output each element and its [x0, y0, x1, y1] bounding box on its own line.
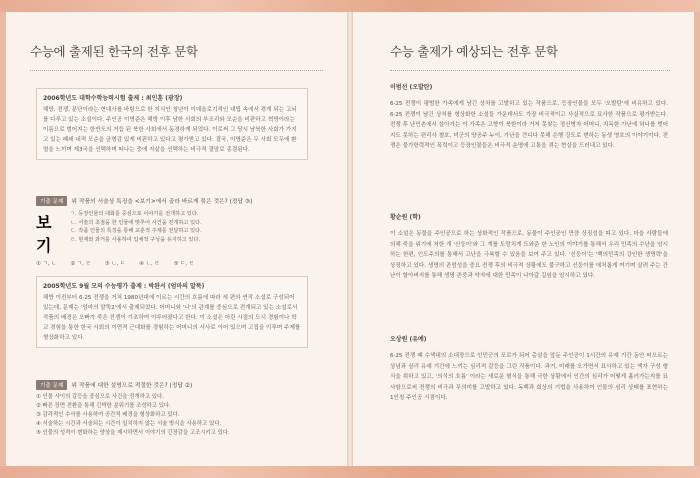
choice: ③ ㄴ, ㄷ	[104, 261, 126, 267]
work-description: 이 소설은 동물을 주인공으로 하는 상화적인 작품으로, 동물이 주인공인 만큼 상징성을 띠고 있다. 마을 사람들에 의해 죽을 위기에 처한 개 '신둥이'와 그 개를 도망치게 도와준 한 노인의 이야기를 통해서 우리 민족의 수난을 암시하는 한편, 인도주의를 통해서 고난을 극복할 수 있음을 보여 주고 있다. '신둥이'는 '백의민족의 강인한 생명력'을 상징하고 있다. 생명의 존엄성을 중요 전쟁 후의 비극적 상황에도 불구하고 신둥이를 애처롭게 여기며 살려 주는 간난이 할아버지를 통해 생명 존중과 약자에 대한 민족이 나아갈 길임을 암시하고 있다.	[390, 231, 668, 280]
question2-text: 위 작품에 대한 설명으로 적절한 것은? (정답 ②)	[71, 383, 193, 389]
exam2-header: 2005학년도 9월 모의 수능평가 출제 : 박완서 (엄마의 말뚝)	[43, 283, 205, 290]
work-author: 이범선 (오발탄)	[390, 84, 433, 91]
title-divider	[390, 70, 670, 71]
question1	[36, 196, 308, 267]
bogi-box	[36, 210, 308, 256]
exam1-header: 2006학년도 대학수학능력시험 출제 : 최인훈 (광장)	[43, 95, 183, 102]
decorative-border-bottom	[0, 466, 700, 478]
question1-text: 위 작품의 서술상 특징을 <보기>에서 골라 바르게 묶은 것은? (정답 ③)	[71, 199, 253, 205]
work-entry	[390, 82, 668, 152]
bogi-item: ㄷ. 작품 인물의 특징을 통해 교훈적 주제를 전달하고 있다.	[70, 228, 202, 234]
decorative-border-top	[0, 0, 700, 12]
work-author: 오상원 (유예)	[390, 336, 427, 343]
exam2-passage: 해방 이전부터 6·25 전쟁을 거쳐 1980년대에 이르는 시간의 흐름에 따라 세 편의 연작 소설로 구성되어 있는데, 문제는 '엄마의 말뚝2'에서 출제되었다. 어머니와 '나'의 관계를 중심으로 전개되고 있는 소설로서 작품의 배경은 오빠가 죽은 전쟁이 기초하여 이루어졌다고 한다. 이 소설은 어린 시절의 도시 경험이나 학교 경험을 통한 한국 사회의 이면적 근대화를 경험하는 어머니의 서사로 이어 있으며 고집을 이루며 주제를 형상화하고 있다.	[43, 295, 301, 341]
right-page	[353, 12, 694, 466]
exam2-box	[36, 276, 308, 348]
question1-choices	[36, 259, 308, 267]
choice: ⑤ ㄷ, ㄹ	[173, 261, 194, 267]
question2	[36, 380, 326, 438]
work-entry	[390, 212, 668, 282]
bogi-label: 보 기	[36, 213, 52, 255]
question2-option: ② 빠른 장면 전환을 통해 긴박한 분위기를 조성하고 있다.	[36, 403, 171, 409]
question2-option: ① 인물 사이의 갈등을 중심으로 사건을 전개하고 있다.	[36, 394, 164, 400]
right-page-title: 수능 출제가 예상되는 전후 문학	[390, 44, 558, 59]
question2-option: ④ 서술하는 시간과 서술되는 시간이 일치하지 않는 서술 방식을 사용하고 있다.	[36, 421, 222, 427]
work-author: 황순원 (학)	[390, 214, 421, 221]
title-divider	[30, 70, 323, 71]
bogi-item: ㄴ. 서술의 초점을 한 인물에 맞추어 사건을 전개하고 있다.	[70, 219, 202, 226]
left-page-title: 수능에 출제된 한국의 전후 문학	[30, 44, 198, 59]
work-description: 6·25 전쟁이 평범한 가족에게 남긴 상처를 고발하고 있는 작품으로, 등장인물들 모두 '오발탄'에 비유하고 있다. 6·25 전쟁이 남긴 상처를 형상화한 소설들 가운데서도 가장 비극적이고 사실적으로 묘사한 작품으로 평가받는다. 전쟁 후 난민촌에서 살아가는 이 가족은 고향이 북한이라 거저 못찾는 정신병자 어머니, 지독한 가난에 허나를 벗어 지도 못하는 편리사 철호, 미군의 양공주 누이, 가난을 견디다 못해 은행 강도로 변하는 동생 영호의 이야기이다. 전쟁은 불가항력적인 폭력이고 등장인물들은 비극적 운명에 고통을 겪는 현실을 드러내고 있다.	[390, 101, 668, 150]
question1-tag: 기출 문제	[36, 196, 67, 206]
exam1-passage: 해방, 전쟁, 분단이라는 현대사를 바탕으로 한 지식인 청년이 이데올로기적인 대립 속에서 겪게 되는 고뇌를 다루고 있는 소설이다. 주인공 이명준은 해방 이후 남한 사회의 부조리와 모순을 비판하고 혁명이라는 이름으로 벌어지는 한반도의 거듭 된 북한 사회에서 동경하게 되었다. 이로써 그 당시 남북한 사회가 가지고 있는 폐쇄 내적 모순을 균형감 있게 비판하고 있다고 평가받고 있다. 결국, 이명준은 두 사회 모두에 환멸을 느끼며 제3국을 선택하며 떠나는 중에 자살을 선택하는 비극적 결말로 종결된다.	[43, 107, 297, 153]
bogi-item: ㄹ. 현재와 과거를 사용하여 입체적 구성을 유지하고 있다.	[70, 236, 201, 243]
choice: ④ ㄴ, ㄹ	[139, 261, 160, 267]
question2-option: ⑤ 인물의 성격이 변화하는 양상을 제시하면서 이야기의 긴장감을 고조시키고 있다.	[36, 430, 230, 436]
choice: ② ㄱ, ㄹ	[70, 261, 91, 267]
choice: ① ㄱ, ㄴ	[36, 261, 57, 267]
left-page	[6, 12, 347, 466]
work-entry	[390, 334, 668, 404]
question2-tag: 기출 문제	[36, 380, 67, 390]
bogi-item: ㄱ. 등장인물의 대화를 중심으로 이야기를 전개하고 있다.	[70, 211, 199, 217]
question2-option: ③ 감각적인 수사를 사용하여 공간적 배경을 형상화하고 있다.	[36, 412, 180, 418]
work-description: 6·25 전쟁 때 수색대의 소대장으로 인민군의 포로가 되어 총살을 앞둔 주인공이 1시간의 유예 기간 동안 떠오르는 상념과 심리 유예 기간에 느끼는 심리적 갈등을 그린 작품이다. 과거, 미래를 오가면서 묘사하고 있는 액자 구성 형식을 취하고 있고, '의식의 흐름' 이라는 새로운 형식을 통해 극한 상황에서 인간의 심리가 어떻게 흘러가는지를 묘사함으로써 전쟁의 비극과 무의미를 고발하고 있다. 독백과 회상의 기법을 사용하여 인물의 심리 상태를 표현하는 1인칭 주인공 시점이다.	[390, 353, 668, 402]
exam1-box	[36, 88, 308, 160]
